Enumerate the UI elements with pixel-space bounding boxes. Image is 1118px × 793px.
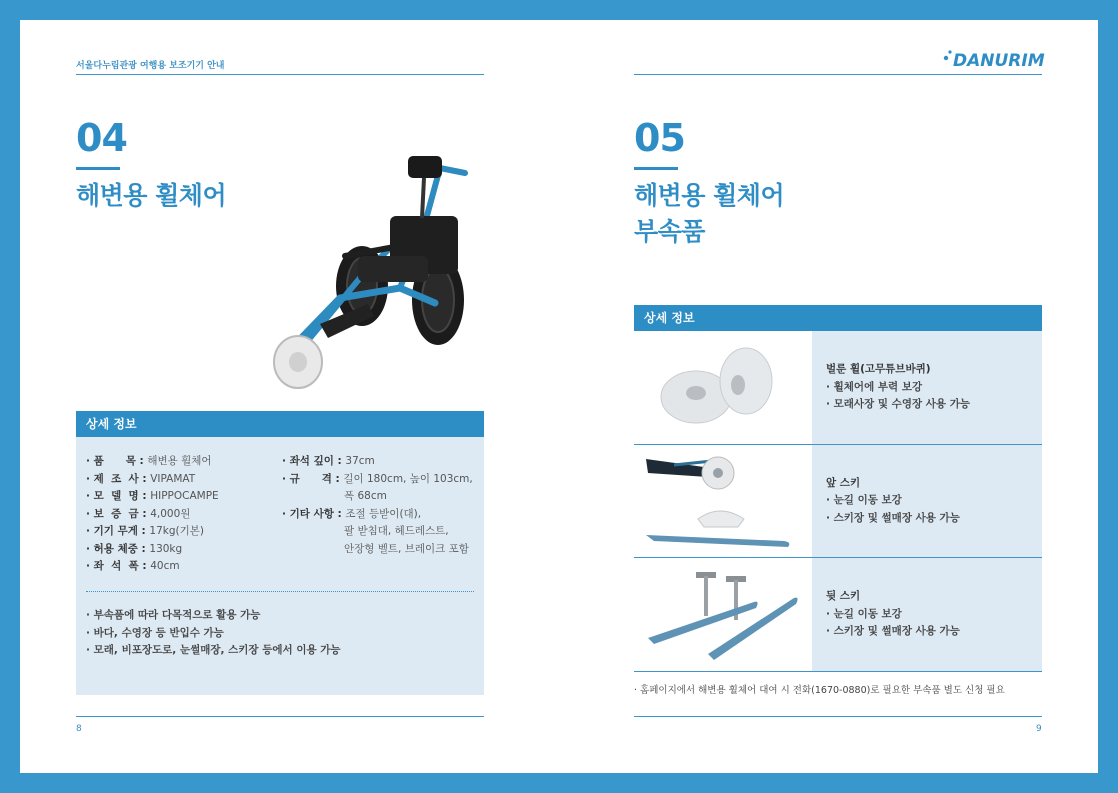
footer-rule-left — [76, 716, 484, 717]
spec-row: · 제 조 사 : VIPAMAT — [86, 472, 196, 485]
accessory-info — [812, 331, 1042, 444]
detail-heading-left: 상세 정보 — [76, 411, 484, 437]
accessory-row-front-ski — [634, 445, 1042, 558]
accessory-row-balloon-wheel — [634, 331, 1042, 445]
footnote: · 홈페이지에서 해변용 휠체어 대여 시 전화(1670-0880)로 필요한 부속품 별도 신청 필요 — [634, 685, 1005, 696]
spec-list-right — [282, 453, 480, 558]
header-rule-left — [76, 74, 484, 75]
spec-row: · 품 목 : 해변용 휠체어 — [86, 455, 212, 467]
breadcrumb: 서울다누림관광 여행용 보조기기 안내 — [76, 61, 225, 71]
accessory-bullet: · 휠체어에 부력 보강 — [826, 380, 923, 393]
spec-row: · 규 격 : 길이 180cm, 높이 103cm, — [282, 472, 473, 485]
accessory-bullet: · 스키장 및 썰매장 사용 가능 — [826, 625, 960, 638]
spec-row: · 기타 사항 : 조절 등받이(대), — [282, 507, 422, 520]
page-number-right: 9 — [1036, 724, 1042, 734]
page-title-line1: 해변용 휠체어 — [634, 181, 785, 210]
spec-row: · 허용 체중 : 130kg — [86, 542, 183, 555]
accessory-bullet: · 모래사장 및 수영장 사용 가능 — [826, 398, 970, 411]
note-item: · 바다, 수영장 등 반입수 가능 — [86, 626, 224, 639]
spec-row: · 좌석 깊이 : 37cm — [282, 455, 375, 467]
logo-text: DANURIM — [953, 51, 1045, 71]
beach-wheelchair-image — [250, 128, 480, 398]
page-title-line2: 부속품 — [634, 217, 705, 246]
accessory-row-rear-ski — [634, 558, 1042, 672]
accessory-name: 뒷 스키 — [826, 590, 861, 603]
notes-list — [86, 607, 476, 660]
number-underline — [76, 167, 120, 170]
spec-row-cont: 안장형 벨트, 브레이크 포함 — [344, 542, 469, 555]
spec-row-cont: 팔 받침대, 헤드레스트, — [344, 525, 449, 537]
spec-list-left — [86, 453, 286, 576]
spec-row: · 좌 석 폭 : 40cm — [86, 560, 180, 572]
rear-ski-image — [634, 558, 812, 671]
spec-row-cont: 폭 68cm — [344, 490, 387, 502]
header-rule-right — [634, 74, 1042, 75]
section-number-05: 05 — [634, 116, 685, 160]
spec-row: · 기기 무게 : 17kg(기본) — [86, 525, 204, 537]
accessory-name: 벌룬 휠(고무튜브바퀴) — [826, 363, 931, 376]
accessory-bullet: · 눈길 이동 보강 — [826, 494, 902, 507]
page-number-left: 8 — [76, 724, 82, 734]
dotted-divider — [86, 591, 474, 592]
footer-rule-right — [634, 716, 1042, 717]
detail-heading-right: 상세 정보 — [634, 305, 1042, 331]
accessory-info — [812, 445, 1042, 557]
accessory-bullet: · 눈길 이동 보강 — [826, 607, 902, 620]
accessory-bullet: · 스키장 및 썰매장 사용 가능 — [826, 511, 960, 524]
front-ski-image — [634, 445, 812, 557]
accessory-name: 앞 스키 — [826, 476, 861, 489]
accessory-info — [812, 558, 1042, 671]
balloon-wheel-image — [634, 331, 812, 444]
spec-row: · 모 델 명 : HIPPOCAMPE — [86, 490, 219, 502]
spec-row: · 보 증 금 : 4,000원 — [86, 507, 191, 520]
note-item: · 모래, 비포장도로, 눈썰매장, 스키장 등에서 이용 가능 — [86, 644, 341, 656]
accessory-table — [634, 331, 1042, 672]
danurim-logo — [942, 44, 1046, 74]
note-item: · 부속품에 따라 다목적으로 활용 가능 — [86, 609, 261, 621]
brochure-spread — [20, 20, 1098, 773]
number-underline — [634, 167, 678, 170]
section-number-04: 04 — [76, 116, 127, 160]
detail-panel-left — [76, 437, 484, 695]
page-title: 해변용 휠체어 — [76, 181, 227, 210]
